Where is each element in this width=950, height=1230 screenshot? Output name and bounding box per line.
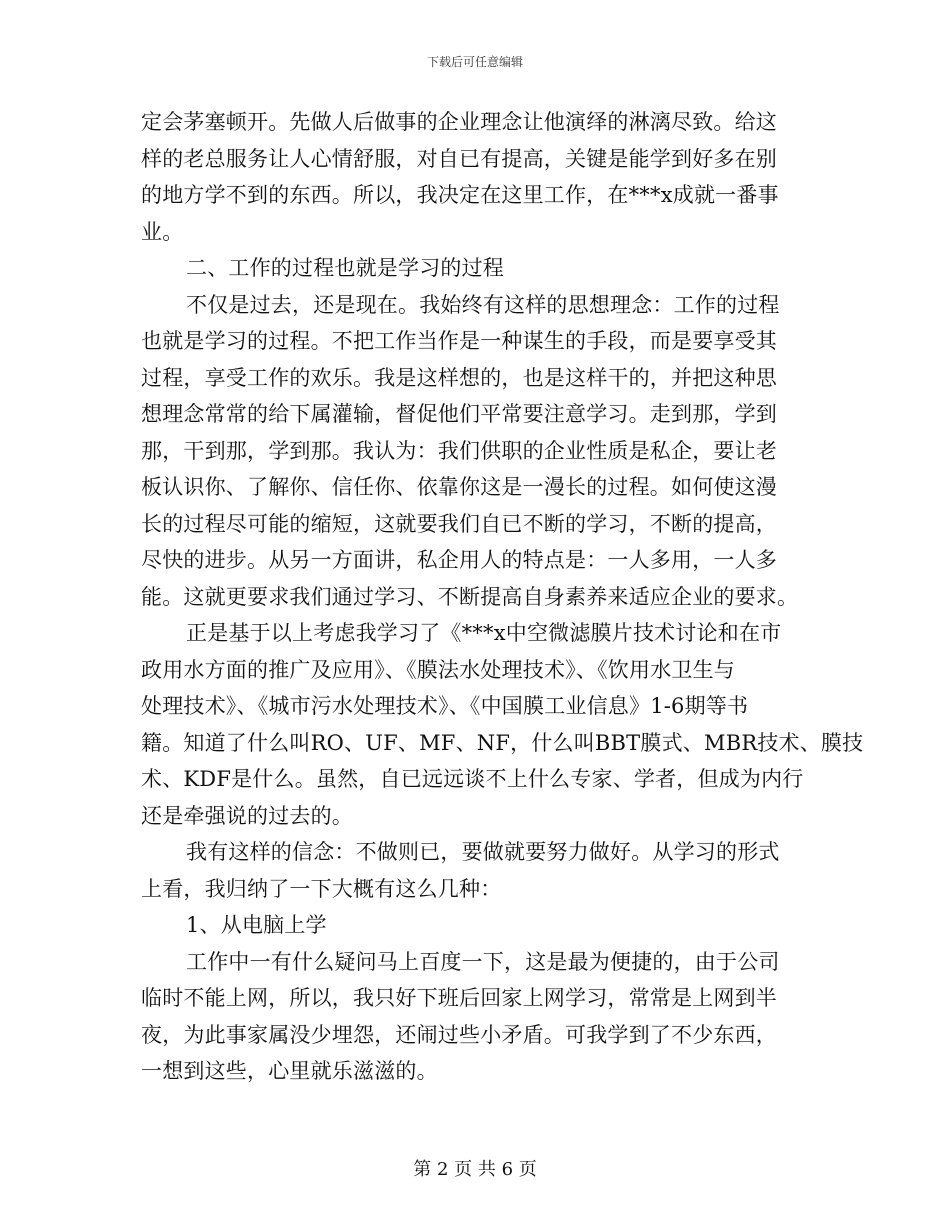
body-line: 正是基于以上考虑我学习了《***x中空微滤膜片技术讨论和在市 <box>186 621 782 645</box>
body-line: 不仅是过去，还是现在。我始终有这样的思想理念：工作的过程 <box>186 292 780 317</box>
body-line: 定会茅塞顿开。先做人后做事的企业理念让他演绎的淋漓尽致。给这 <box>141 110 777 134</box>
body-line: 工作中一有什么疑问马上百度一下，这是最为便捷的，由于公司 <box>186 949 780 974</box>
body-line: 长的过程尽可能的缩短，这就要我们自已不断的学习，不断的提高， <box>141 511 777 536</box>
body-line: 籍。知道了什么叫RO、UF、MF、NF，什么叫BBT膜式、MBR技术、膜技 <box>141 730 864 755</box>
body-line: 想理念常常的给下属灌输，督促他们平常要注意学习。走到那，学到 <box>141 402 777 426</box>
body-line: 政用水方面的推广及应用》、《膜法水处理技术》、《饮用水卫生与 <box>141 657 735 682</box>
body-line: 我有这样的信念：不做则已，要做就要努力做好。从学习的形式 <box>186 840 780 864</box>
body-line: 样的老总服务让人心情舒服，对自已有提高，关键是能学到好多在别 <box>141 146 777 171</box>
page-number-footer: 第 2 页 共 6 页 <box>413 1159 537 1180</box>
body-line: 还是牵强说的过去的。 <box>141 803 353 828</box>
body-line: 也就是学习的过程。不把工作当作是一种谋生的手段，而是要享受其 <box>141 329 777 353</box>
body-line: 尽快的进步。从另一方面讲，私企用人的特点是：一人多用，一人多 <box>141 548 777 572</box>
body-line: 临时不能上网，所以，我只好下班后回家上网学习，常常是上网到半 <box>141 986 777 1010</box>
page-header: 下载后可任意编辑 <box>426 55 523 69</box>
section-heading: 二、工作的过程也就是学习的过程 <box>186 256 504 280</box>
body-line: 能。这就更要求我们通过学习、不断提高自身素养来适应企业的要求。 <box>141 584 799 609</box>
body-line: 处理技术》、《城市污水处理技术》、《中国膜工业信息》1-6期等书 <box>141 694 749 718</box>
body-line: 上看，我归纳了一下大概有这么几种： <box>141 876 502 901</box>
body-line: 术、KDF是什么。虽然，自已远远谈不上什么专家、学者，但成为内行 <box>141 767 804 791</box>
body-line: 夜，为此事家属没少埋怨，还闹过些小矛盾。可我学到了不少东西， <box>141 1022 777 1047</box>
body-line: 业。 <box>141 219 184 244</box>
body-line: 板认识你、了解你、信任你、依靠你这是一漫长的过程。如何使这漫 <box>141 475 777 499</box>
body-line: 过程，享受工作的欢乐。我是这样想的，也是这样干的，并把这种思 <box>141 365 777 390</box>
body-line: 一想到这些，心里就乐滋滋的。 <box>141 1059 438 1083</box>
body-line: 那，干到那，学到那。我认为：我们供职的企业性质是私企，要让老 <box>141 438 777 463</box>
document-body <box>141 104 864 1090</box>
subsection-heading: 1、从电脑上学 <box>186 913 327 937</box>
body-line: 的地方学不到的东西。所以，我决定在这里工作，在***x成就一番事 <box>141 183 779 207</box>
